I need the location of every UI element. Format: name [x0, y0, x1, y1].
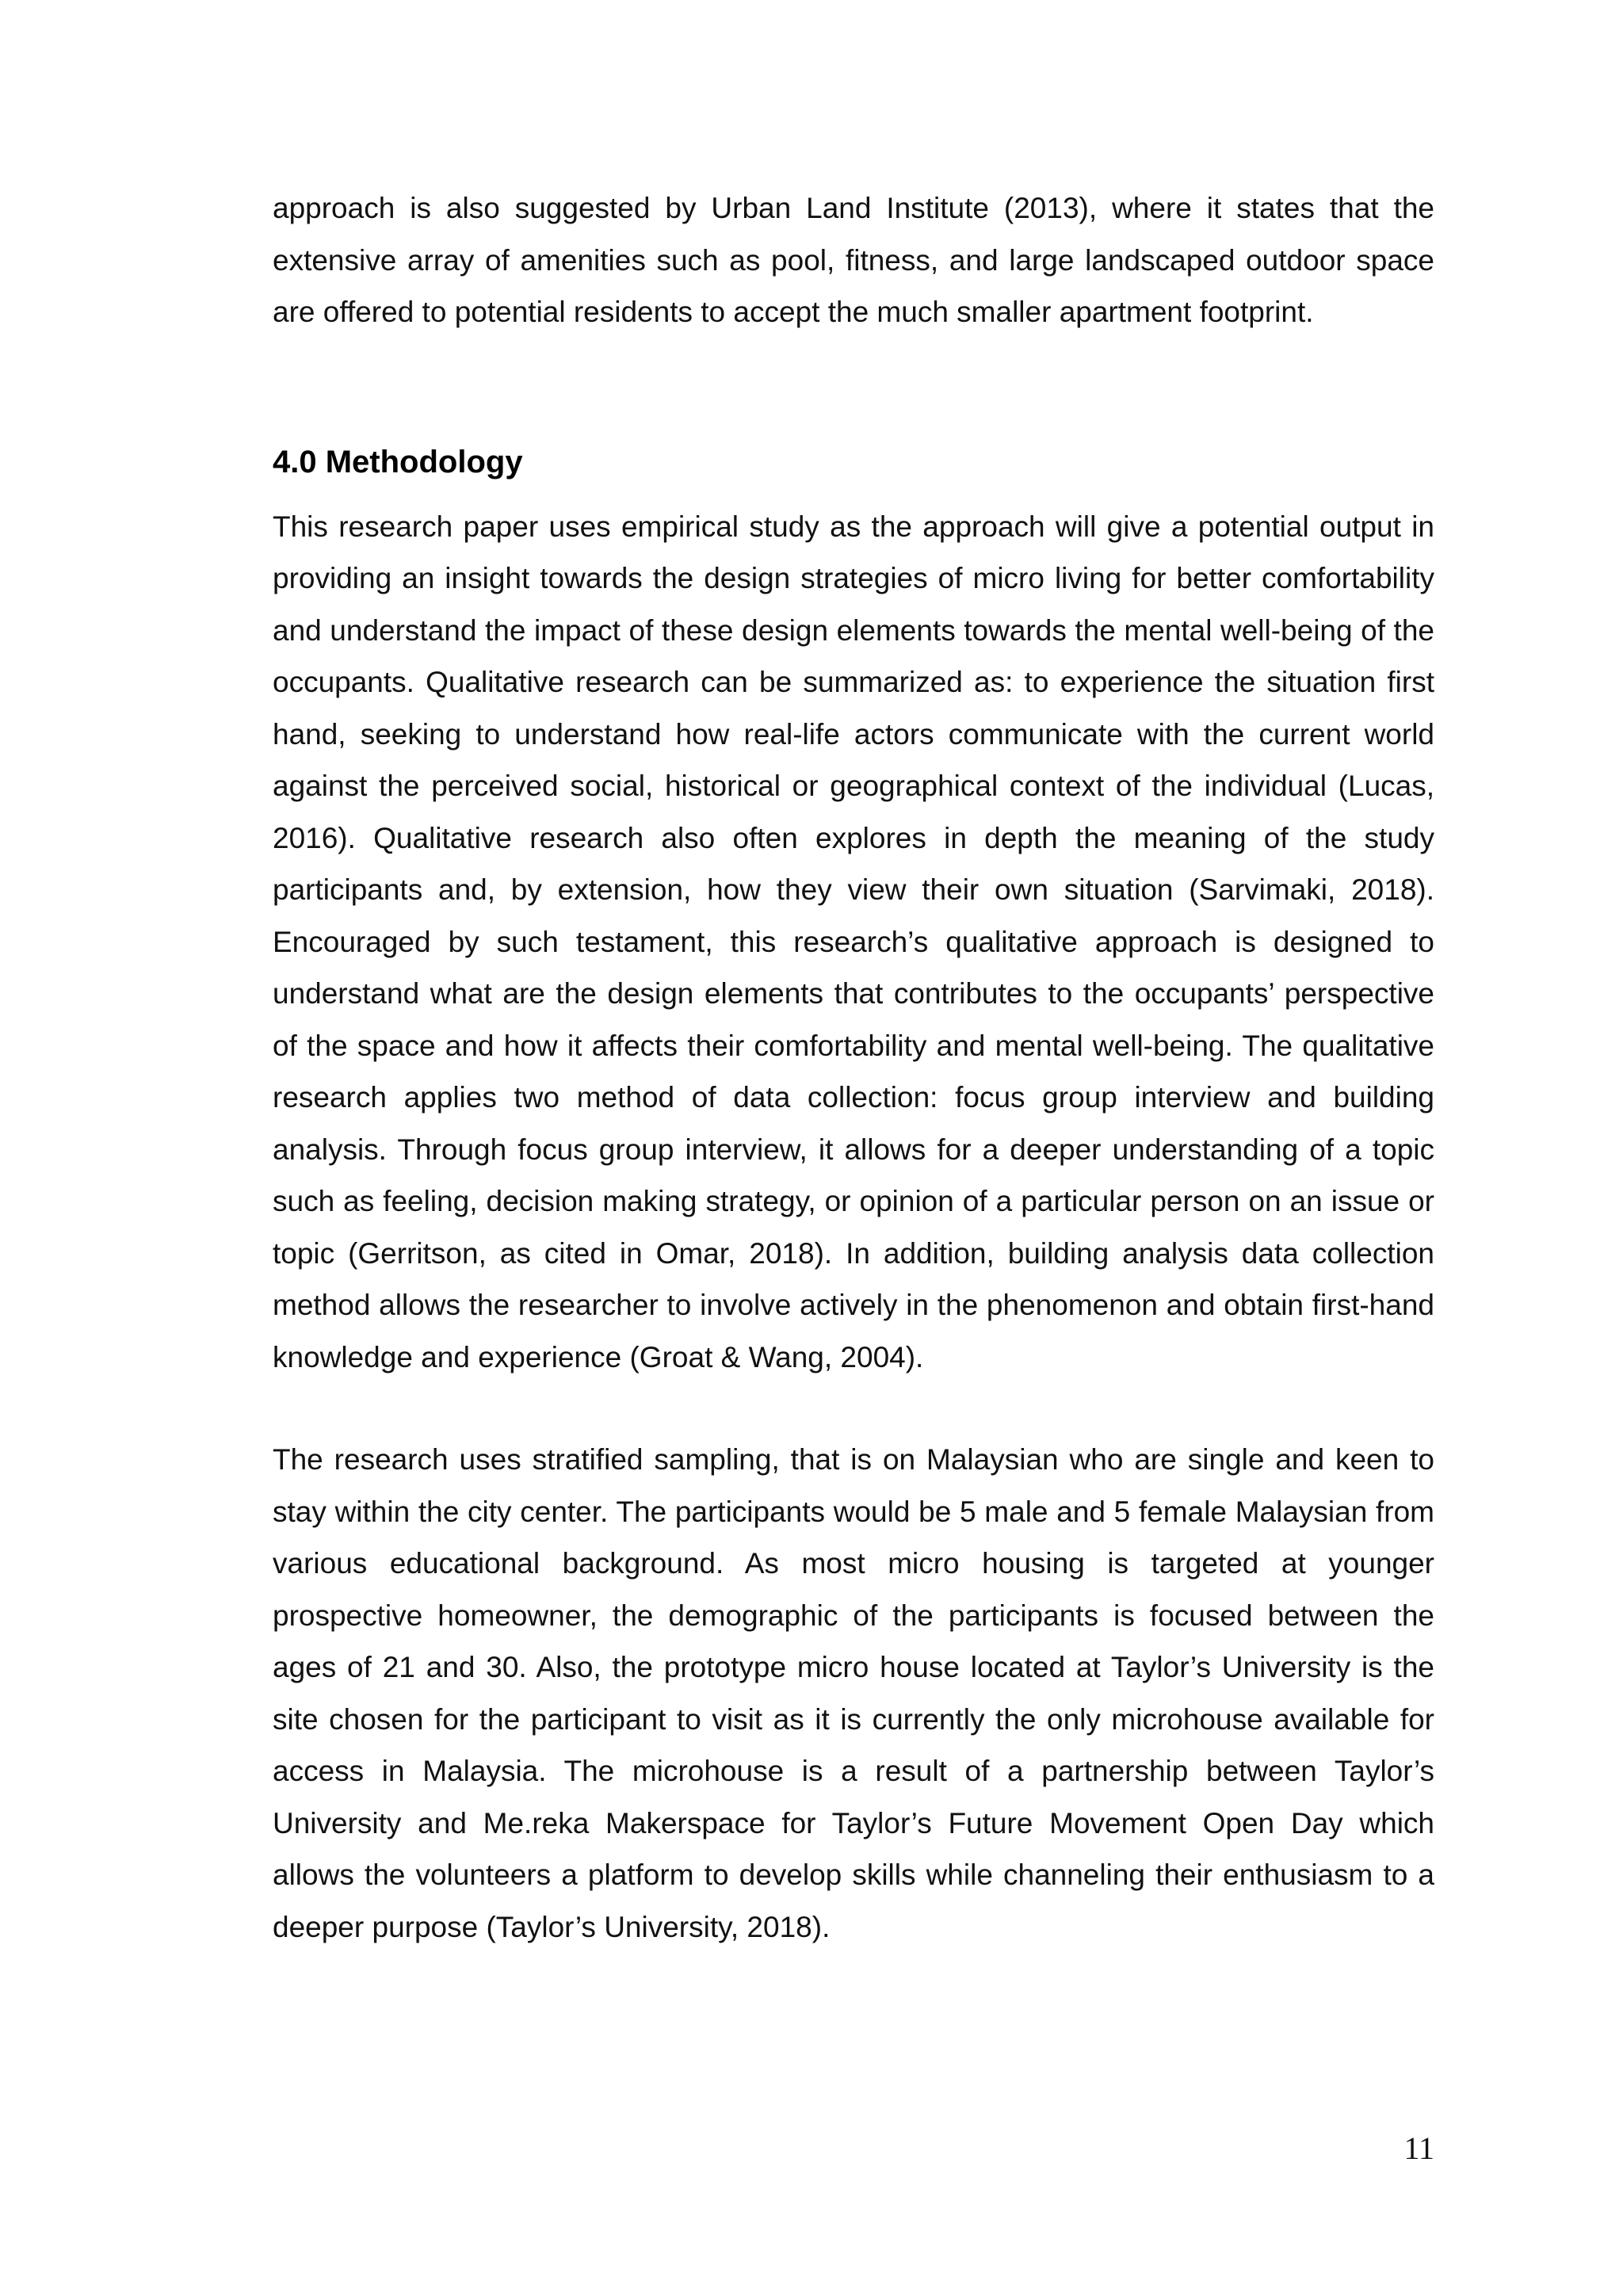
paragraph-methodology-approach: This research paper uses empirical study as the approach will give a potential output in providing an insight towards the design strategies of micro living for better comfortability and understand the impact of these design elements towards the mental well-being of the occupants. Qualitative research can be summarized as: to experience the situation first hand, seeking to understand how real-life actors communicate with the current world against the perceived social, historical or geographical context of the individual (Lucas, 2016). Qualitative research also often explores in depth the meaning of the study participants and, by extension, how they view their own situation (Sarvimaki, 2018). Encouraged by such testament, this research’s qualitative approach is designed to understand what are the design elements that contributes to the occupants’ perspective of the space and how it affects their comfortability and mental well-being. The qualitative research applies two method of data collection: focus group interview and building analysis. Through focus group interview, it allows for a deeper understanding of a topic such as feeling, decision making strategy, or opinion of a particular person on an issue or topic (Gerritson, as cited in Omar, 2018). In addition, building analysis data collection method allows the researcher to involve actively in the phenomenon and obtain first-hand knowledge and experience (Groat & Wang, 2004).	[273, 510, 1434, 1373]
section-heading-methodology: 4.0 Methodology	[273, 444, 523, 479]
page-number: 11	[1403, 2130, 1434, 2166]
page-body	[273, 182, 1434, 1953]
paragraph-sampling: The research uses stratified sampling, that is on Malaysian who are single and keen to stay within the city center. The participants would be 5 male and 5 female Malaysian from various educational background. As most micro housing is targeted at younger prospective homeowner, the demographic of the participants is focused between the ages of 21 and 30. Also, the prototype micro house located at Taylor’s University is the site chosen for the participant to visit as it is currently the only microhouse available for access in Malaysia. The microhouse is a result of a partnership between Taylor’s University and Me.reka Makerspace for Taylor’s Future Movement Open Day which allows the volunteers a platform to develop skills while channeling their enthusiasm to a deeper purpose (Taylor’s University, 2018).	[273, 1443, 1434, 1943]
paragraph-intro-continuation: approach is also suggested by Urban Land Institute (2013), where it states that the extensive array of amenities such as pool, fitness, and large landscaped outdoor space are offered to potential residents to accept the much smaller apartment footprint.	[273, 192, 1434, 328]
